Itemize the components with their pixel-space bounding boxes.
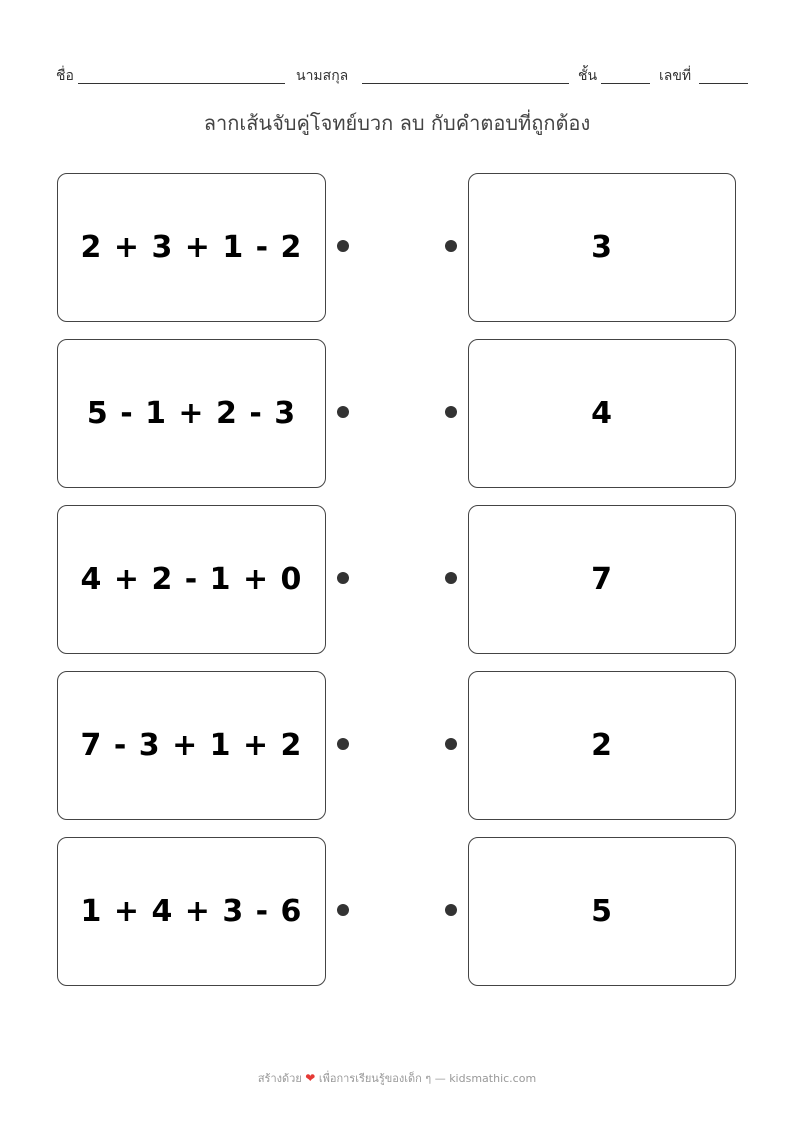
answer-dot[interactable] <box>445 240 457 252</box>
problem-card <box>57 505 326 654</box>
answer-card <box>468 671 736 820</box>
surname-label: นามสกุล <box>296 68 349 84</box>
problem-expression: 2 + 3 + 1 - 2 <box>80 230 303 265</box>
worksheet-header <box>56 66 748 86</box>
problem-expression: 4 + 2 - 1 + 0 <box>80 562 303 597</box>
answer-dot[interactable] <box>445 738 457 750</box>
problem-card <box>57 837 326 986</box>
answer-value: 2 <box>591 728 613 763</box>
answer-card <box>468 173 736 322</box>
problem-card <box>57 339 326 488</box>
heart-icon: ❤ <box>305 1071 316 1085</box>
answer-card <box>468 837 736 986</box>
instruction-text: ลากเส้นจับคู่โจทย์บวก ลบ กับคำตอบที่ถูกต้อง <box>203 111 591 135</box>
problem-dot[interactable] <box>337 572 349 584</box>
problem-dot[interactable] <box>337 240 349 252</box>
surname-line[interactable] <box>362 83 569 84</box>
answer-value: 7 <box>591 562 613 597</box>
problem-card <box>57 173 326 322</box>
name-label: ชื่อ <box>56 68 74 84</box>
footer-prefix: สร้างด้วย <box>257 1072 302 1085</box>
problem-expression: 5 - 1 + 2 - 3 <box>86 396 297 431</box>
number-line[interactable] <box>699 83 748 84</box>
class-line[interactable] <box>601 83 650 84</box>
problem-card <box>57 671 326 820</box>
answer-value: 3 <box>591 230 613 265</box>
name-line[interactable] <box>78 83 285 84</box>
answer-card <box>468 505 736 654</box>
problem-expression: 7 - 3 + 1 + 2 <box>80 728 303 763</box>
class-label: ชั้น <box>578 68 598 84</box>
answer-dot[interactable] <box>445 572 457 584</box>
answer-dot[interactable] <box>445 904 457 916</box>
footer-suffix: เพื่อการเรียนรู้ของเด็ก ๆ — kidsmathic.com <box>318 1072 537 1085</box>
answer-card <box>468 339 736 488</box>
problem-expression: 1 + 4 + 3 - 6 <box>80 894 303 929</box>
problem-dot[interactable] <box>337 406 349 418</box>
answer-value: 4 <box>591 396 613 431</box>
answer-value: 5 <box>591 894 613 929</box>
footer <box>0 1068 794 1089</box>
number-label: เลขที่ <box>659 68 692 84</box>
answer-dot[interactable] <box>445 406 457 418</box>
problem-dot[interactable] <box>337 738 349 750</box>
problem-dot[interactable] <box>337 904 349 916</box>
